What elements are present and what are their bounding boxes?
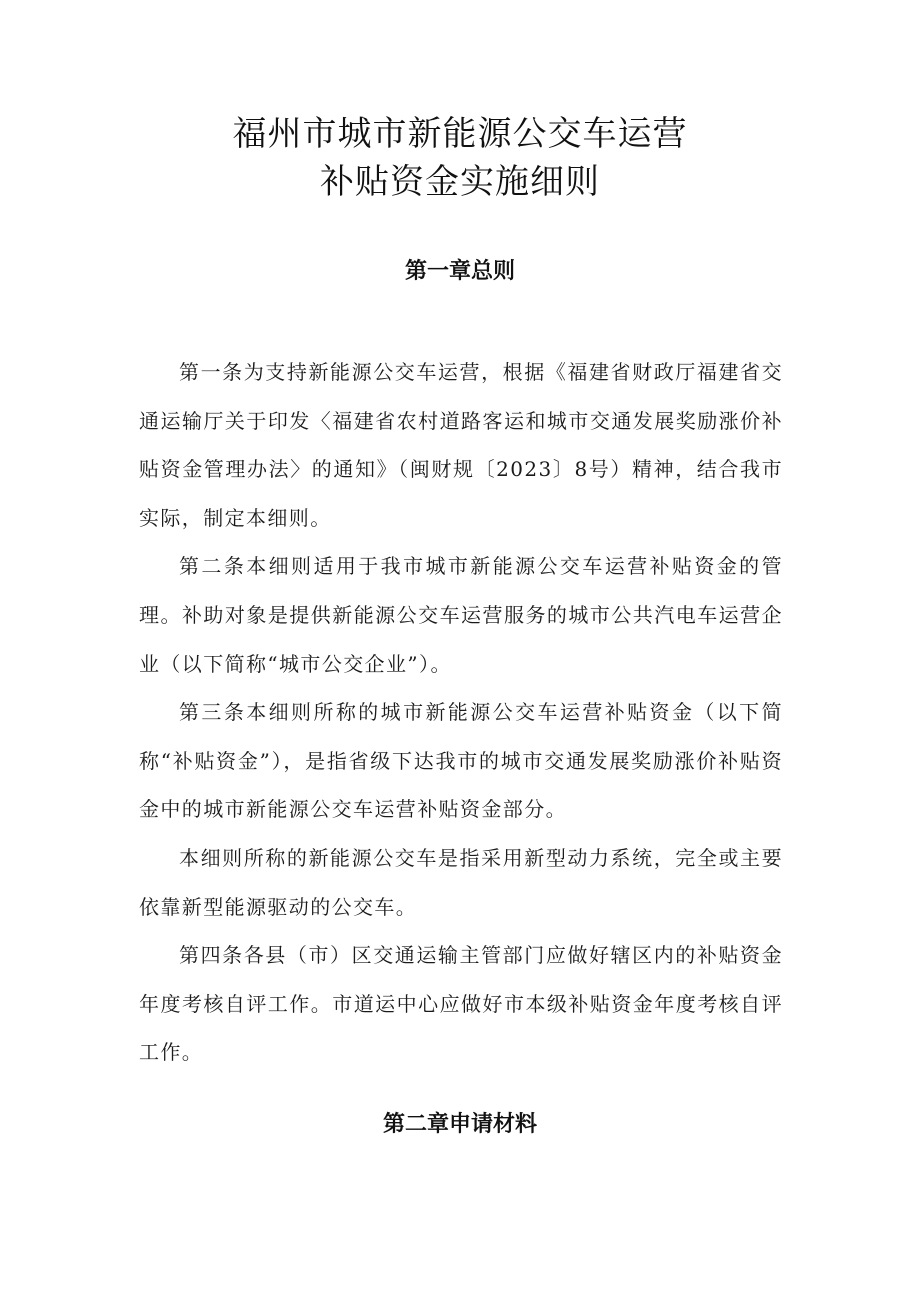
chapter-heading-2: 第二章申请材料 xyxy=(382,1112,537,1137)
document-title-line-2: 补贴资金实施细则 xyxy=(320,162,600,202)
article-2-paragraph: 第二条本细则适用于我市城市新能源公交车运营补贴资金的管理。补助对象是提供新能源公交车运营服务的城市公共汽电车运营企业（以下简称“城市公交企业”）。 xyxy=(139,554,783,676)
article-3-paragraph: 第三条本细则所称的城市新能源公交车运营补贴资金（以下简称“补贴资金”），是指省级下达我市的城市交通发展奖励涨价补贴资金中的城市新能源公交车运营补贴资金部分。 xyxy=(139,700,783,822)
chapter-1-body xyxy=(139,348,783,1077)
chapter-heading-1: 第一章总则 xyxy=(404,259,515,284)
article-4-paragraph: 第四条各县（市）区交通运输主管部门应做好辖区内的补贴资金年度考核自评工作。市道运中心应做好市本级补贴资金年度考核自评工作。 xyxy=(139,943,783,1065)
document-title-line-1: 福州市城市新能源公交车运营 xyxy=(232,114,688,154)
article-1-paragraph: 第一条为支持新能源公交车运营，根据《福建省财政厅福建省交通运输厅关于印发〈福建省农村道路客运和城市交通发展奖励涨价补贴资金管理办法〉的通知》（闽财规〔2023〕8号）精神，结合我市实际，制定本细则。 xyxy=(139,360,783,530)
article-3-note-paragraph: 本细则所称的新能源公交车是指采用新型动力系统，完全或主要依靠新型能源驱动的公交车。 xyxy=(139,845,783,919)
